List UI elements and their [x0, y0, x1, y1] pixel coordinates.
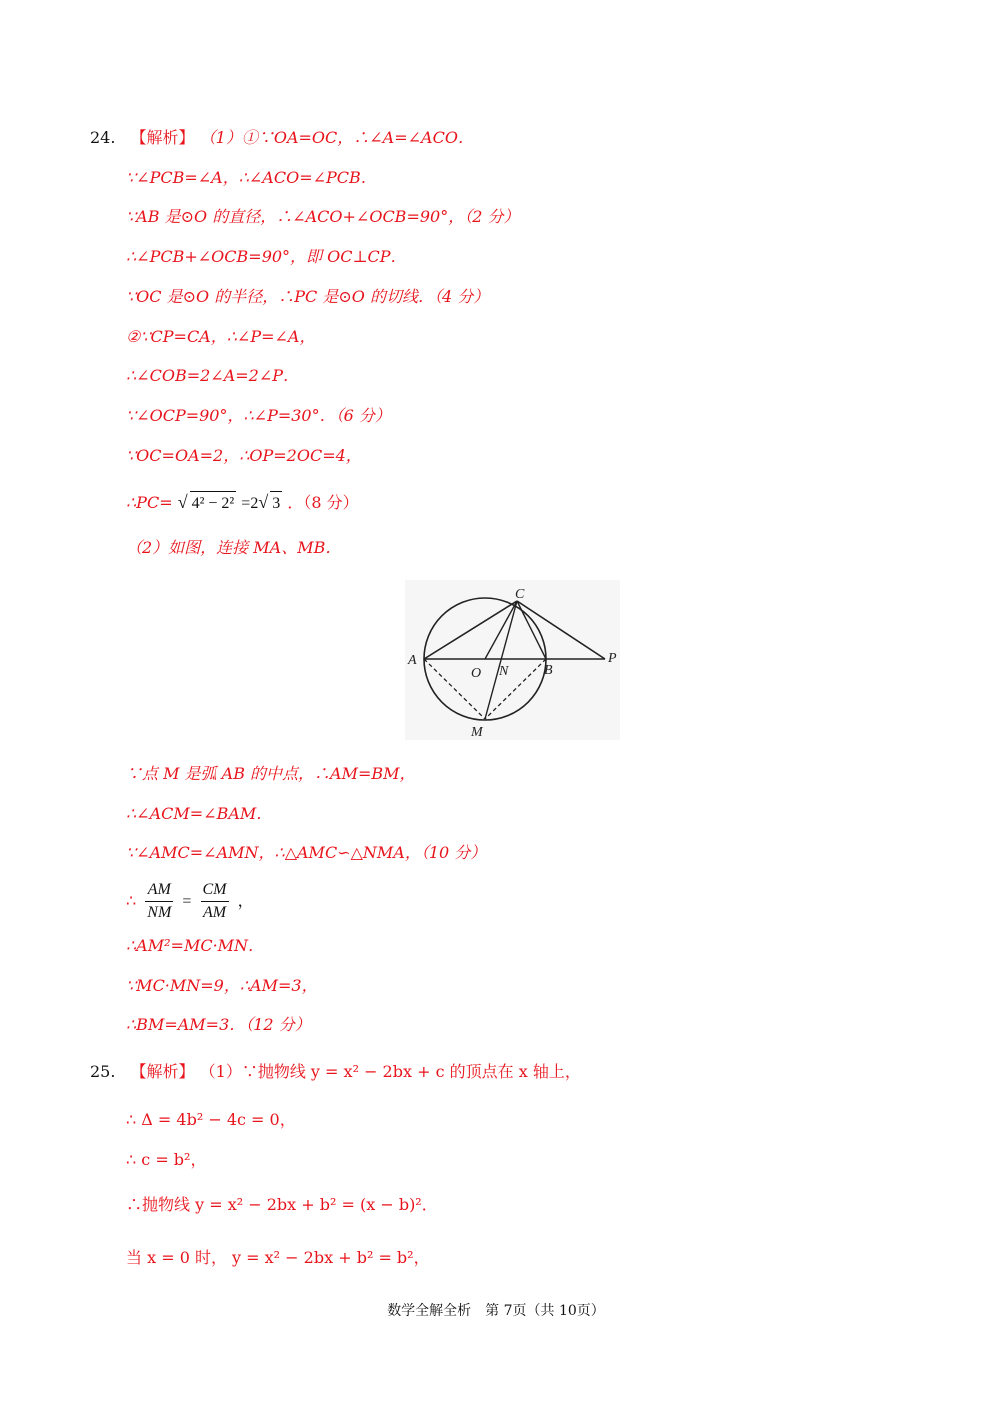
q24-line8: ∵∠OCP=90°，∴∠P=30°．（6 分）	[126, 406, 391, 425]
q24-line10-radical2: 3	[270, 491, 282, 516]
q24-line4: ∴∠PCB+∠OCB=90°，即 OC⊥CP．	[126, 247, 407, 266]
q25-number: 25.	[90, 1062, 116, 1081]
q24-line6: ②∵CP=CA，∴∠P=∠A，	[126, 327, 316, 346]
q24-line14: ∵∠AMC=∠AMN，∴△AMC∽△NMA，（10 分）	[126, 843, 487, 862]
label-m: M	[471, 725, 483, 740]
q24-line3: ∵AB 是⊙O 的直径，∴∠ACO+∠OCB=90°，（2 分）	[126, 207, 520, 226]
q24-line9: ∵OC=OA=2，∴OP=2OC=4，	[126, 446, 362, 465]
q24-line1: （1）①∵OA=OC，∴∠A=∠ACO．	[199, 128, 474, 147]
q24-tag: 【解析】	[130, 128, 195, 147]
q24-line17: ∵MC·MN=9，∴AM=3，	[126, 976, 318, 995]
q24-line15-post: ，	[237, 893, 254, 910]
fraction-cm-am	[201, 879, 229, 924]
fraction-equals: =	[182, 893, 192, 910]
label-p: P	[608, 651, 617, 666]
label-o: O	[471, 666, 482, 681]
q25-heading	[90, 1062, 581, 1082]
q24-line10-radical: 4² − 2²	[190, 491, 237, 516]
q24-line13: ∴∠ACM=∠BAM．	[126, 804, 273, 823]
q25-line5: 当 x = 0 时， y = x² − 2bx + b² = b²，	[126, 1248, 430, 1267]
q25-line1: （1）∵抛物线 y = x² − 2bx + c 的顶点在 x 轴上，	[199, 1062, 581, 1081]
label-b: B	[544, 663, 553, 678]
fraction-am-nm	[145, 879, 173, 924]
q24-line10-eq: =2	[241, 495, 259, 512]
q24-line5: ∵OC 是⊙O 的半径，∴PC 是⊙O 的切线．（4 分）	[126, 287, 490, 306]
q24-line16: ∴AM²=MC·MN．	[126, 936, 265, 955]
q24-number: 24.	[90, 128, 116, 147]
fraction2-numerator: CM	[201, 879, 229, 902]
q24-line15-pre: ∴	[126, 891, 137, 910]
label-n: N	[499, 664, 509, 679]
page-footer: 数学全解全析 第 7页（共 10页）	[387, 1303, 605, 1319]
q24-line7: ∴∠COB=2∠A=2∠P．	[126, 366, 300, 385]
fraction1-denominator: NM	[147, 904, 172, 921]
q25-tag: 【解析】	[130, 1062, 195, 1081]
q24-line18: ∴BM=AM=3．（12 分）	[126, 1015, 311, 1034]
q24-line2: ∵∠PCB=∠A，∴∠ACO=∠PCB．	[126, 168, 377, 187]
label-c: C	[515, 587, 525, 602]
fraction1-numerator: AM	[145, 879, 173, 902]
fraction2-denominator: AM	[202, 904, 227, 921]
label-a: A	[408, 653, 417, 668]
q24-line10-post: ．（8 分）	[287, 493, 359, 512]
q24-line10: ∴PC= √ 4² − 2² =2√ 3 ．（8 分）	[126, 490, 359, 516]
q24-heading	[90, 128, 474, 148]
q24-line10-pre: ∴PC=	[126, 493, 173, 512]
q24-line15	[126, 876, 254, 927]
q25-line2: ∴ Δ = 4b² − 4c = 0，	[126, 1110, 296, 1129]
q24-line11: （2）如图，连接 MA、MB．	[126, 538, 342, 557]
geometry-figure	[405, 580, 620, 740]
q24-line12: ∵点 M 是弧 AB 的中点，∴AM=BM，	[126, 764, 416, 783]
q25-line4: ∴抛物线 y = x² − 2bx + b² = (x − b)²．	[126, 1195, 438, 1214]
q25-line3: ∴ c = b²，	[126, 1150, 207, 1169]
